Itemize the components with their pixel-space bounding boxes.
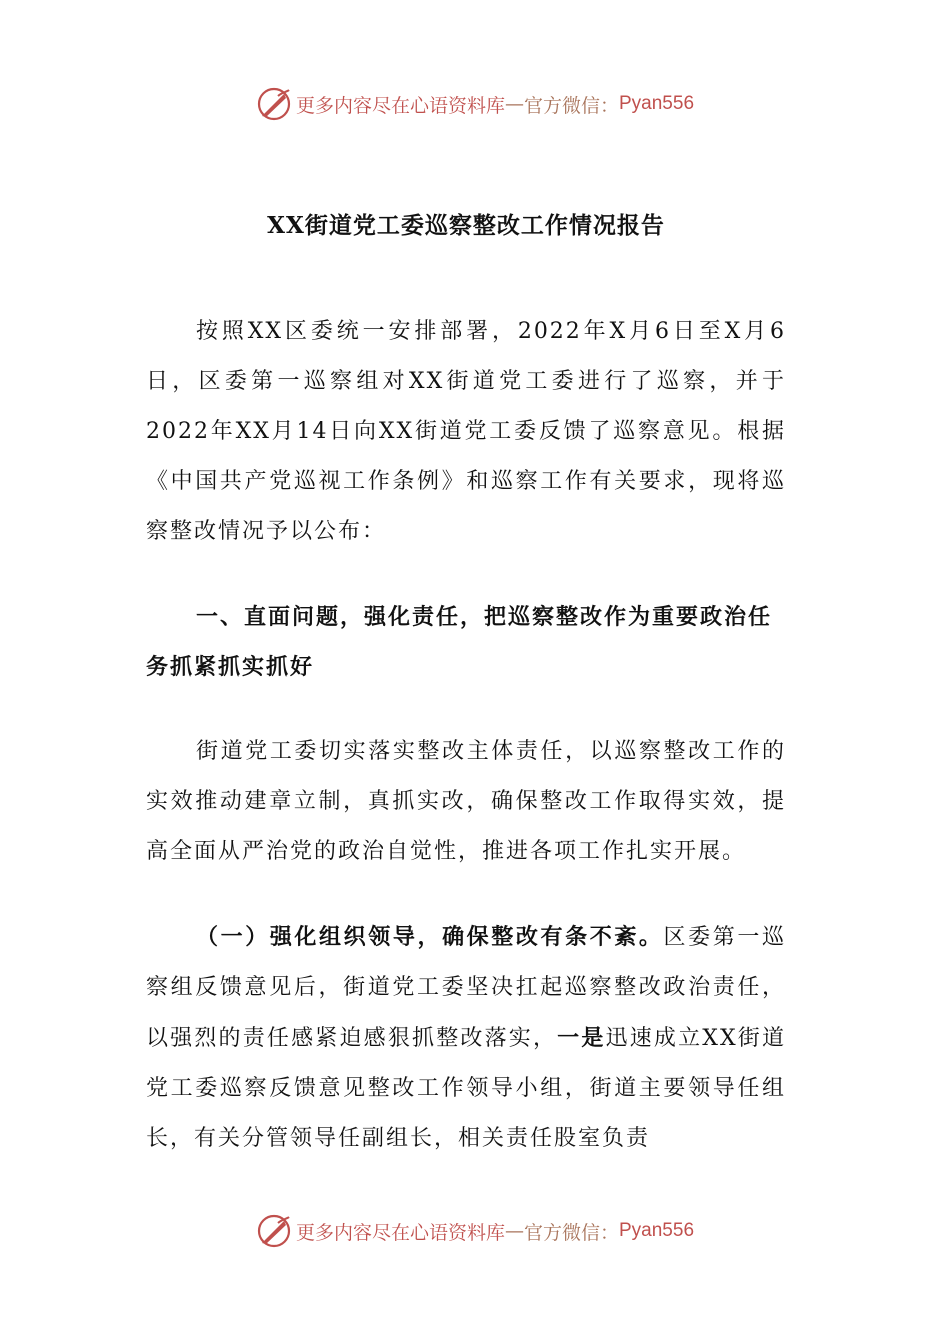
subsection-1-bold-marker: 一是 [557,1025,606,1051]
quill-logo-icon [256,1213,292,1249]
document-title: XX街道党工委巡察整改工作情况报告 [267,212,665,239]
section-1-paragraph: 街道党工委切实落实整改主体责任，以巡察整改工作的实效推动建章立制，真抓实改，确保整改工作取得实效，提高全面从严治党的政治自觉性，推进各项工作扎实开展。 [146,739,786,864]
quill-logo-icon [256,86,292,122]
subsection-1-text-a: 区委第一巡察组反馈意见后，街道党工委坚决扛起巡察整改政治责任，以强烈的责任感紧迫感狠抓整改落实， [146,925,786,1051]
banner-sub-text: 官方微信： [523,1221,619,1244]
banner-wechat-id: Pyan556 [619,1220,695,1241]
subsection-1-paragraph [146,912,786,1164]
footer-watermark-banner [0,1211,950,1251]
banner-wechat-id: Pyan556 [619,93,695,114]
banner-main-text: 更多内容尽在心语资料库 [295,1221,505,1244]
subsection-1-heading: （一）强化组织领导，确保整改有条不紊。 [196,924,664,950]
subsection-1-text-c: 迅速成立XX街道党工委巡察反馈意见整改工作领导小组，街道主要领导任组长，有关分管领导任副组长，相关责任股室负责 [146,1026,786,1151]
banner-main-text: 更多内容尽在心语资料库 [295,94,505,117]
section-1-heading: 一、直面问题，强化责任，把巡察整改作为重要政治任务抓紧抓实抓好 [146,604,773,680]
banner-dash: — [504,1220,524,1242]
intro-paragraph: 按照XX区委统一安排部署，2022年X月6日至X月6日，区委第一巡察组对XX街道党工委进行了巡察，并于2022年XX月14日向XX街道党工委反馈了巡察意见。根据《中国共产党巡视工作条例》和巡察工作有关要求，现将巡察整改情况予以公布： [146,319,786,544]
banner-sub-text: 官方微信： [523,94,619,117]
header-watermark-banner [0,84,950,124]
document-body [146,208,786,1199]
banner-dash: — [504,93,524,115]
